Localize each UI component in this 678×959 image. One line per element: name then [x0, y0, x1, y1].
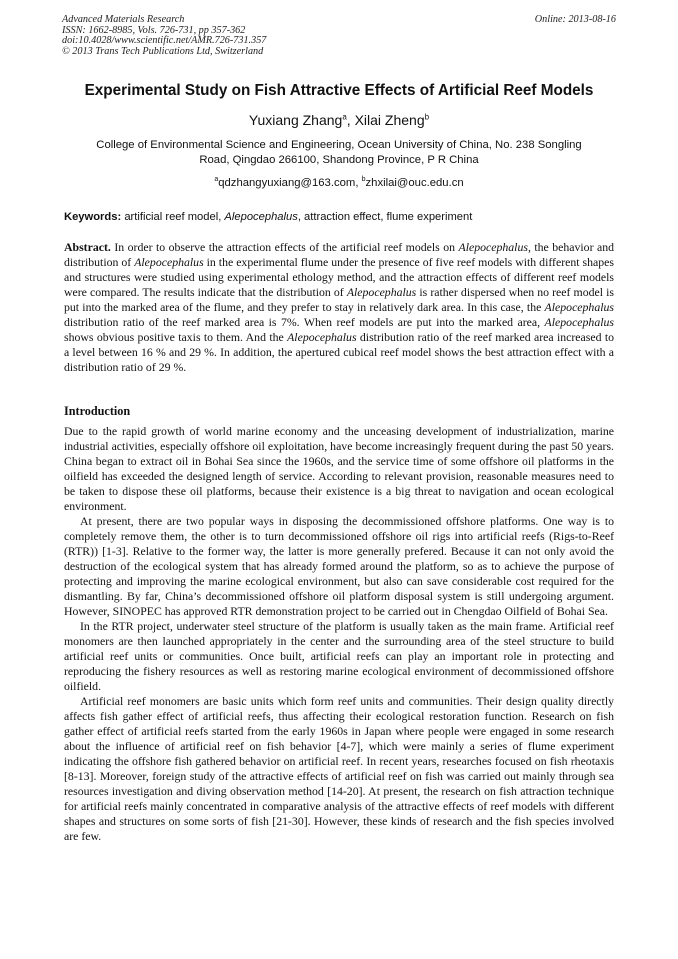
abstract-text: In order to observe the attraction effects of the artificial reef models on — [114, 240, 456, 254]
journal-name: Advanced Materials Research — [62, 14, 185, 25]
email-mark: a — [214, 176, 219, 183]
abstract-text: in the experimental flume under the presence of five reef models with different shapes and structures were studied using experimental ethology method, and the attraction effects of different reef models were compared. The results indicate that the distribution of — [64, 255, 614, 299]
keywords-text: , attraction effect, flume experiment — [297, 211, 473, 223]
section-heading-introduction: Introduction — [64, 404, 131, 418]
paragraph: Artificial reef monomers are basic units which form reef units and communities. Their design quality directly affects fish gather effect of artificial reefs, thus affecting their ecological restoration function. Research on fish gather effect of artificial reefs started from the early 1960s in Japan where people were engaged in some research about the influence of artificial reef on fish behavior [4-7], which were mainly a series of flume experiment indicating the offshore fish gathered behavior on artificial reef. In recent years, researches focused on fish rheotaxis [8-13]. Moreover, foreign study of the attractive effects of artificial reef on fish was carried out mainly through sea resources investigation and diving observation method [14-20]. At present, the research on fish attraction technique for artificial reefs mainly concentrated in comparative analysis of the attractive effects of reef models with different shapes and structures on some sorts of fish [21-30]. However, these kinds of research and the fish species involved are few. — [64, 694, 614, 843]
species-name: Alepocephalus — [134, 255, 204, 269]
abstract-text: shows obvious positive taxis to them. And the — [64, 330, 284, 344]
keywords-text: artificial reef model, — [124, 211, 222, 223]
paper-title: Experimental Study on Fish Attractive Effects of Artificial Reef Models — [84, 82, 594, 99]
journal-header — [62, 15, 266, 57]
species-name: Alepocephalus — [458, 240, 528, 254]
keywords-line — [64, 211, 616, 223]
author-list: Yuxiang Zhang$^a$, Xilai Zheng$^b$ — [248, 112, 430, 128]
keywords-species: Alepocephalus — [224, 211, 298, 223]
species-name: Alepocephalus — [544, 315, 614, 329]
email-address: zhxilai@ouc.edu.cn — [365, 176, 464, 189]
abstract-text: is rather dispersed when no reef model is put into the marked area of the flume, and they prefer to stay in relatively dark area. In this case, the — [64, 285, 614, 314]
paragraph: At present, there are two popular ways in disposing the decommissioned offshore platforms. One way is to completely remove them, the other is to turn decommissioned offshore oil rigs into artificial reefs (Rigs-to-Reef (RTR)) [1-3]. Relative to the former way, the latter is more generally prefered. Because it can not only avoid the destruction of the ecological system that has already formed around the platform, so as to achieve the purpose of protecting and improving the marine ecological environment, but also can save considerable cost required for the dismantling. By far, China’s decommissioned offshore oil platform disposal system is still undergoing argument. However, SINOPEC has approved RTR demonstration project to be carried out in Chengdao Oilfield of Bohai Sea. — [64, 514, 614, 618]
abstract — [64, 240, 614, 375]
author-name: Xilai Zheng — [354, 112, 425, 128]
abstract-label: Abstract. — [64, 240, 111, 254]
email-mark: b — [361, 176, 366, 183]
email-address: qdzhangyuxiang@163.com — [218, 176, 356, 189]
abstract-text: distribution ratio of the reef marked area increased to a level between 16 % and 29 %. In addition, the apertured cubical reef model shows the best attraction effect with a distribution ratio of 29 %. — [64, 330, 615, 374]
doi-line: doi:10.4028/www.scientific.net/AMR.726-731.357 — [62, 35, 267, 47]
author-affil-mark: b — [424, 112, 430, 122]
author-affil-mark: a — [342, 112, 347, 122]
affiliation — [62, 138, 616, 168]
copyright-line: © 2013 Trans Tech Publications Ltd, Switzerland — [62, 45, 264, 57]
species-name: Alepocephalus — [544, 300, 614, 314]
introduction-body — [64, 424, 614, 844]
paragraph: Due to the rapid growth of world marine economy and the unceasing development of industrialization, marine industrial activities, especially offshore oil exploitation, have become increasingly frequent during the past 50 years. China began to extract oil in Bohai Sea since the 1960s, and the service time of some offshore oil platforms in the oilfield has exceeded the designed length of service. According to relevant provision, reasonable measures need to be taken to dispose these oil platforms, because their existence is a big threat to navigation and ocean ecological environment. — [64, 424, 614, 513]
affiliation-line: Road, Qingdao 266100, Shandong Province, P R China — [199, 154, 479, 166]
species-name: Alepocephalus — [346, 285, 417, 299]
species-name: Alepocephalus — [287, 330, 357, 344]
author-emails: $^a$qdzhangyuxiang@163.com, $^b$zhxilai@ouc.edu.cn — [214, 176, 464, 189]
paragraph: In the RTR project, underwater steel structure of the platform is usually taken as the main frame. Artificial reef monomers are then launched appropriately in the center and the surrounding area of the steel structure to build artificial reef units or communities. Once built, artificial reefs can play an important role in protecting and reproducing the fishery resources as well as restoring marine ecological environment of decommissioned offshore oilfield. — [64, 619, 614, 693]
abstract-text: , the behavior and distribution of — [64, 240, 615, 269]
abstract-text: distribution ratio of the reef marked area is 7%. When reef models are put into the marked area, — [64, 315, 541, 329]
online-date: Online: 2013-08-16 — [534, 14, 616, 25]
keywords-label: Keywords: — [64, 211, 122, 223]
author-name: Yuxiang Zhang — [248, 112, 343, 128]
issn-line: ISSN: 1662-8985, Vols. 726-731, pp 357-362 — [62, 24, 246, 36]
affiliation-line: College of Environmental Science and Engineering, Ocean University of China, No. 238 Songling — [96, 139, 582, 151]
